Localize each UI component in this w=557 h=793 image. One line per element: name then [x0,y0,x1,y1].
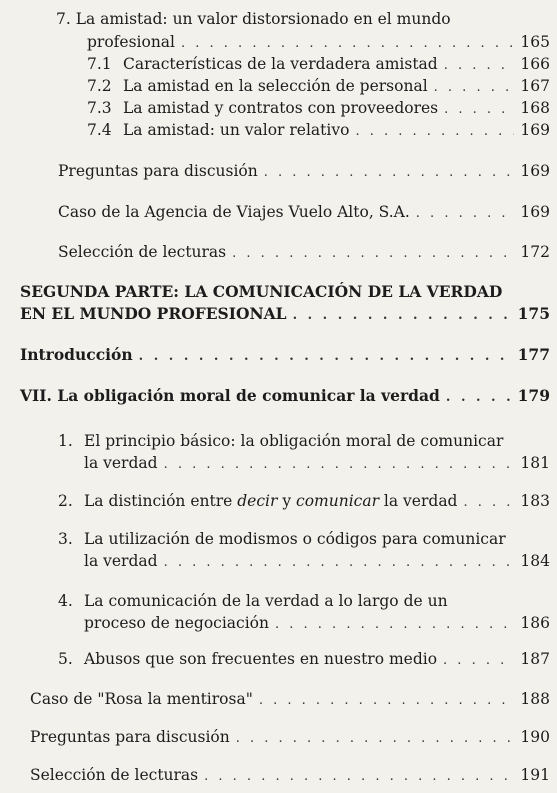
toc-item-3-line1: 3. La utilización de modismos o códigos para comunicar [58,530,506,548]
section-number: 7.4 [87,121,112,139]
page-number: 191 [520,766,550,784]
page-number: 175 [517,304,550,323]
part-two-heading-line1: SEGUNDA PARTE: LA COMUNICACIÓN DE LA VERDAD [20,282,503,301]
emphasis-comunicar: comunicar [296,492,379,510]
toc-s7-2[interactable] [87,77,550,97]
page-number: 186 [520,614,550,632]
item-number: 1. [58,432,73,450]
page-number: 187 [520,650,550,668]
toc-chapter-vii[interactable] [20,386,550,407]
leader-dots [204,767,514,786]
item-number: 5. [58,650,73,668]
toc-item-1[interactable] [84,454,550,474]
leader-dots [264,163,515,182]
section-label: La amistad: un valor relativo [123,121,350,139]
entry-label: Caso de la Agencia de Viajes Vuelo Alto, S.A. [58,203,410,221]
item-number: 3. [58,530,73,548]
part-two-entry[interactable] [20,304,550,325]
entry-label: Preguntas para discusión [30,728,230,746]
leader-dots [232,244,514,263]
page-number: 190 [520,728,550,746]
entry-label: Preguntas para discusión [58,162,258,180]
toc-preguntas-1[interactable] [58,162,550,182]
leader-dots [236,729,515,748]
leader-dots [416,204,515,223]
entry-label: Introducción [20,345,133,364]
entry-label: Selección de lecturas [58,243,227,261]
page-number: 166 [520,55,550,73]
page-number: 184 [520,552,550,570]
toc-item-2[interactable]: 2. La distinción entre decir y comunicar la verdad . . . 183 [58,492,550,512]
entry-label: proceso de negociación [84,614,269,632]
leader-dots [355,122,514,141]
toc-item-5[interactable]: 5. Abusos que son frecuentes en nuestro medio . . . 187 [58,650,550,670]
leader-dots [164,553,515,572]
toc-caso-1[interactable] [58,203,550,223]
section-label: La amistad en la selección de personal [123,77,428,95]
chapter-title: VII. La obligación moral de comunicar la verdad [20,386,440,405]
toc-item-4[interactable] [84,614,550,634]
leader-dots [444,100,514,119]
entry-label: la verdad [84,552,158,570]
page-number: 169 [520,162,550,180]
page-number: 165 [520,33,550,51]
toc-ch7-entry[interactable] [87,33,550,53]
leader-dots [164,455,515,474]
entry-label: Caso de "Rosa la mentirosa" [30,690,253,708]
leader-dots [181,34,514,53]
section-number: 7.1 [87,55,112,73]
item-number: 2. [58,492,73,510]
toc-item-3[interactable] [84,552,550,572]
toc-item-4-line1: 4. La comunicación de la verdad a lo largo de un [58,592,448,610]
toc-ch7-title-line1: 7. La amistad: un valor distorsionado en el mundo [56,10,451,28]
toc-s7-1[interactable] [87,55,550,75]
leader-dots [463,493,514,512]
toc-introduccion[interactable] [20,345,550,366]
toc-item-1-line1: 1. El principio básico: la obligación moral de comunicar [58,432,504,450]
page-number: 168 [520,99,550,117]
toc-caso-2[interactable] [30,690,550,710]
leader-dots [443,651,514,670]
toc-s7-4[interactable] [87,121,550,141]
part-two-heading-line2: EN EL MUNDO PROFESIONAL [20,304,287,323]
page-number: 177 [517,345,550,364]
toc-lecturas-2[interactable] [30,766,550,786]
toc-s7-3[interactable] [87,99,550,119]
section-label: Características de la verdadera amistad [123,55,438,73]
entry-label: la verdad [84,454,158,472]
page-number: 181 [520,454,550,472]
item-number: 4. [58,592,73,610]
leader-dots [446,388,512,407]
toc-preguntas-2[interactable] [30,728,550,748]
leader-dots [259,691,515,710]
leader-dots [434,78,515,97]
leader-dots [293,306,512,325]
section-label: La amistad y contratos con proveedores [123,99,439,117]
section-number: 7.3 [87,99,112,117]
page-number: 172 [520,243,550,261]
page-number: 179 [517,386,550,405]
page-number: 167 [520,77,550,95]
toc-lecturas-1[interactable] [58,243,550,263]
toc-ch7-title-line2: profesional [87,33,175,51]
page-number: 183 [520,492,550,510]
page-number: 188 [520,690,550,708]
leader-dots [139,347,512,366]
entry-label: Selección de lecturas [30,766,199,784]
leader-dots [275,615,514,634]
section-number: 7.2 [87,77,112,95]
page-number: 169 [520,121,550,139]
leader-dots [444,56,515,75]
page-number: 169 [520,203,550,221]
emphasis-decir: decir [237,492,278,510]
